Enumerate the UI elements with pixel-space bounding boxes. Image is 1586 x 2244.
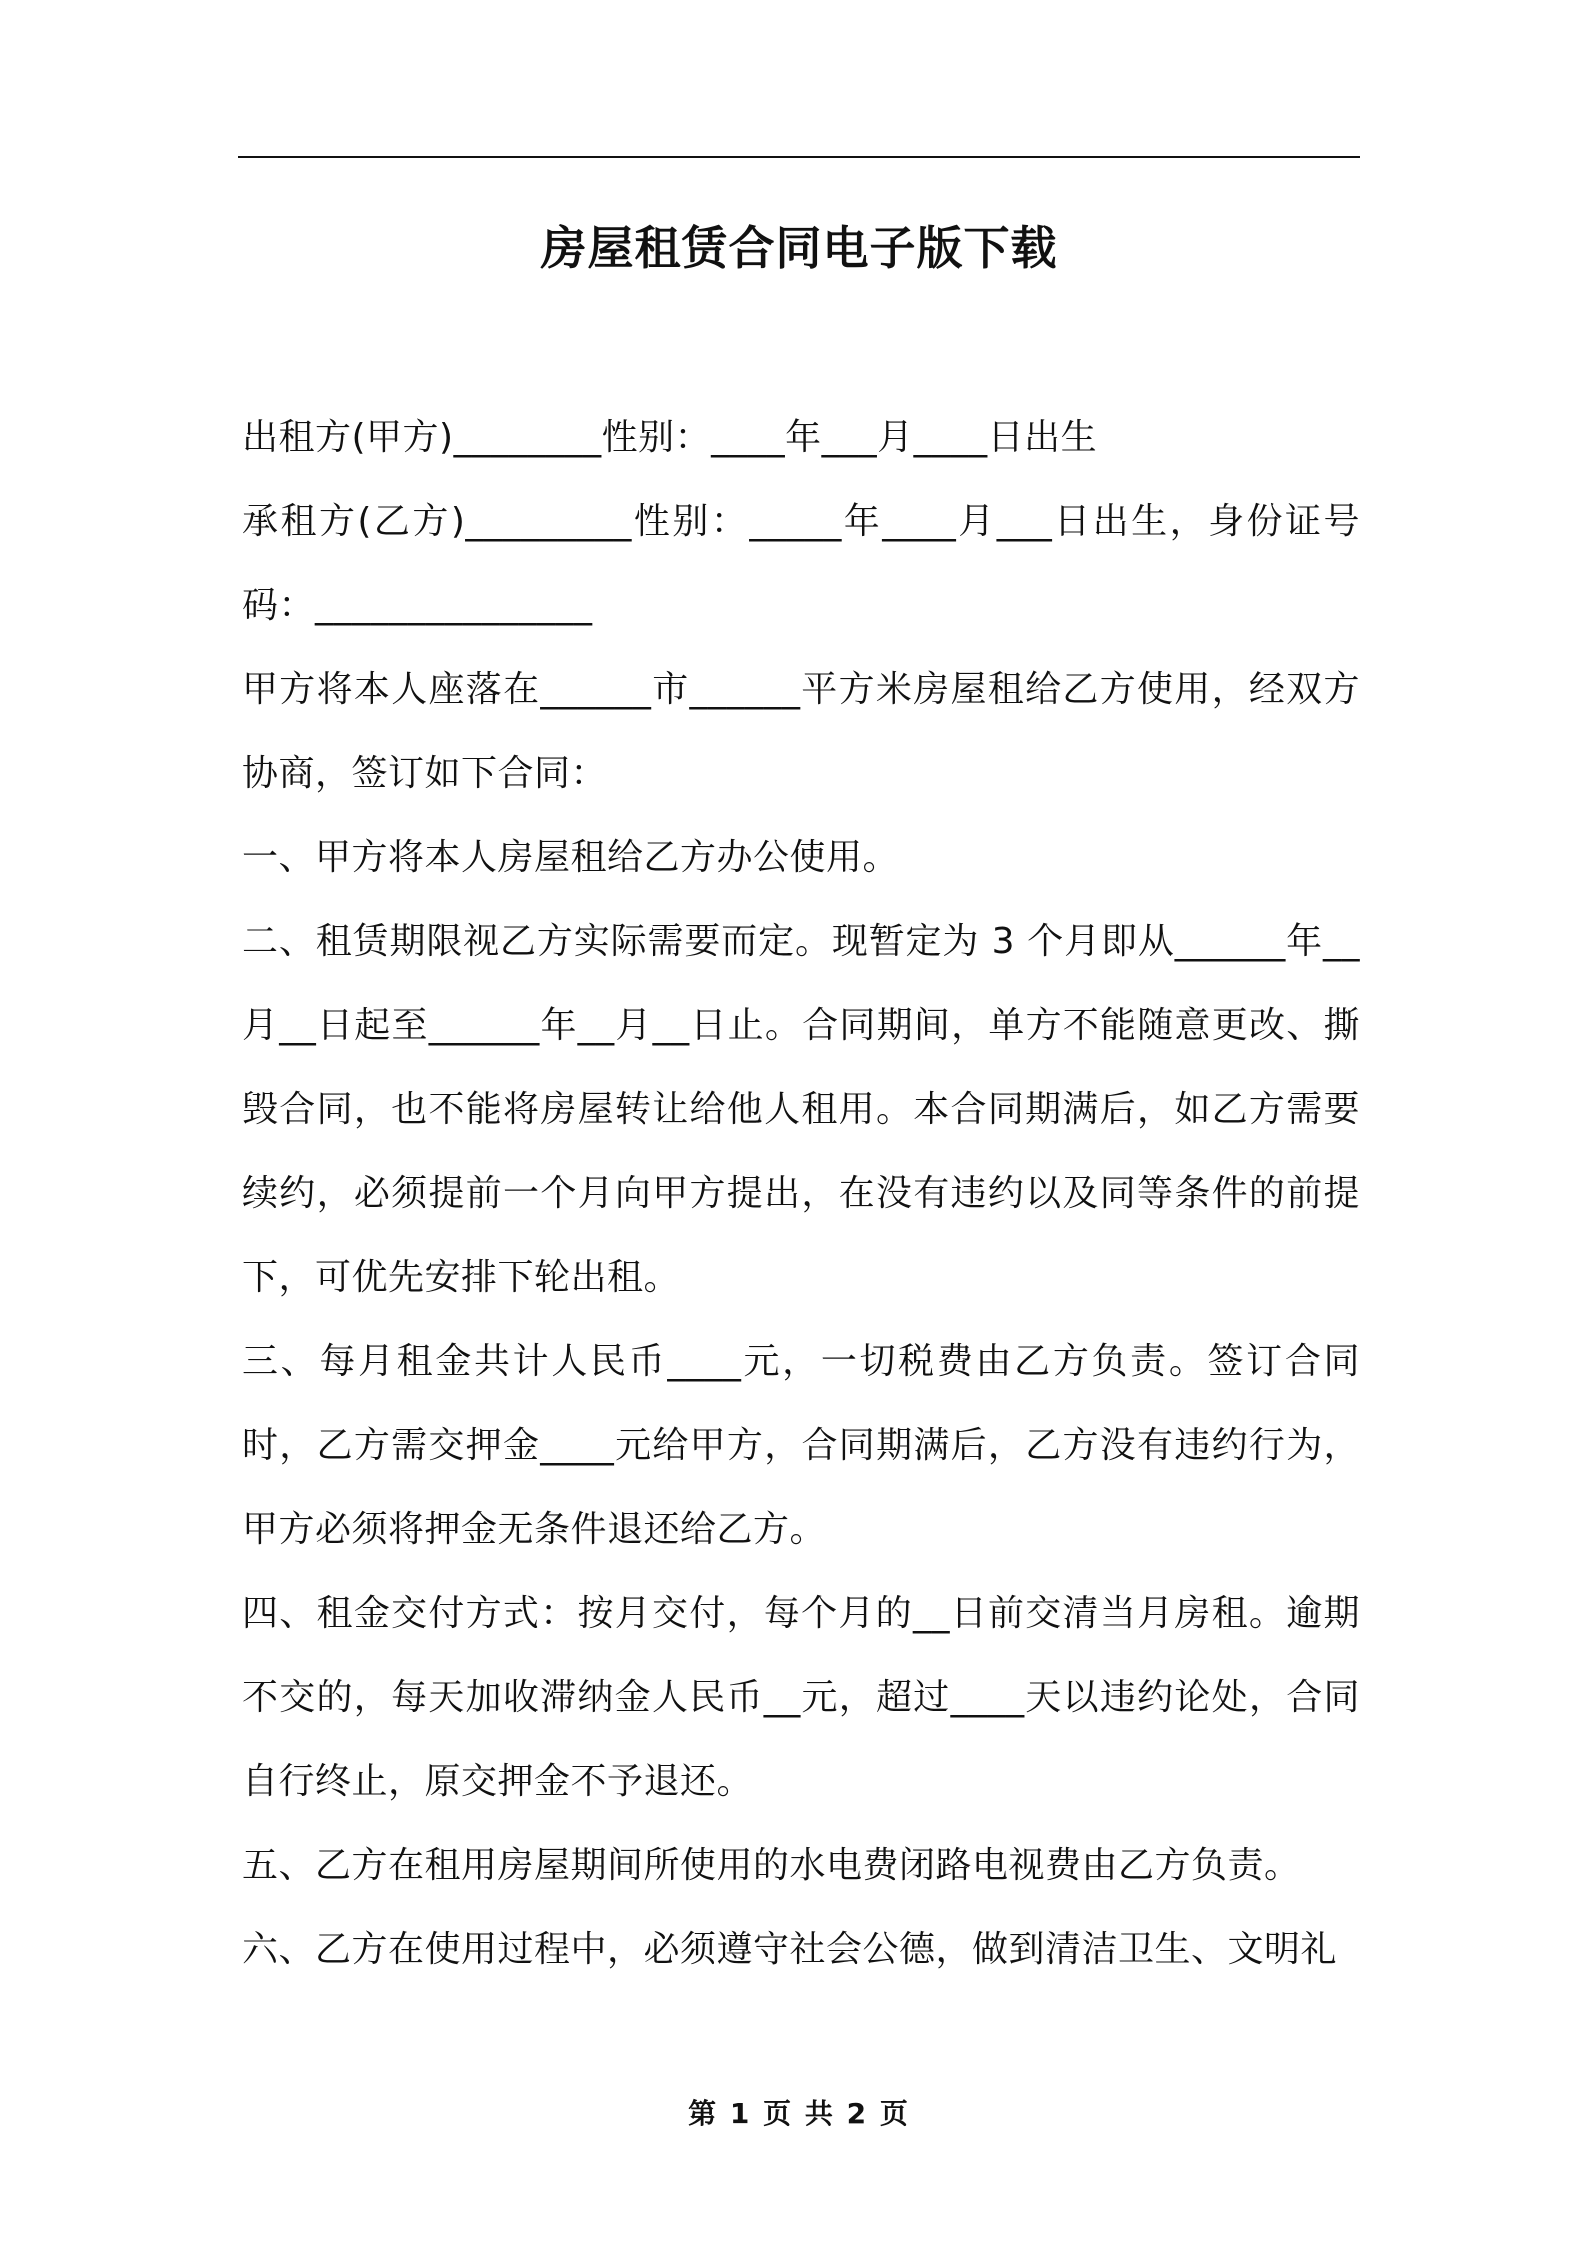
clause-2-paragraph: 二、租赁期限视乙方实际需要而定。现暂定为 3 个月即从______年__月__日起至______年__月__日止。合同期间，单方不能随意更改、撕毁合同，也不能将房屋转让给他人租用。本合同期满后，如乙方需要续约，必须提前一个月向甲方提出，在没有违约以及同等条件的前提下，可优先安排下轮出租。 xyxy=(242,921,1360,1298)
page-number: 第 1 页 共 2 页 xyxy=(688,2097,910,2130)
document-body xyxy=(242,396,1360,1992)
clause-4-paragraph: 四、租金交付方式：按月交付，每个月的__日前交清当月房租。逾期不交的，每天加收滞纳金人民币__元，超过____天以违约论处，合同自行终止，原交押金不予退还。 xyxy=(242,1593,1360,1802)
agreement-intro-paragraph: 甲方将本人座落在______市______平方米房屋租给乙方使用，经双方协商，签订如下合同： xyxy=(242,669,1360,794)
lessor-info-paragraph: 出租方(甲方)________性别：____年___月____日出生 xyxy=(242,417,1098,458)
header-divider xyxy=(238,156,1360,158)
clause-6-paragraph: 六、乙方在使用过程中，必须遵守社会公德，做到清洁卫生、文明礼 xyxy=(242,1929,1338,1970)
document-title: 房屋租赁合同电子版下载 xyxy=(540,221,1058,275)
clause-1-paragraph: 一、甲方将本人房屋租给乙方办公使用。 xyxy=(242,837,900,878)
clause-5-paragraph: 五、乙方在租用房屋期间所使用的水电费闭路电视费由乙方负责。 xyxy=(242,1845,1301,1886)
lessee-info-paragraph: 承租方(乙方)_________性别：_____年____月___日出生，身份证号码：_______________ xyxy=(242,501,1360,626)
clause-3-paragraph: 三、每月租金共计人民币____元，一切税费由乙方负责。签订合同时，乙方需交押金____元给甲方，合同期满后，乙方没有违约行为，甲方必须将押金无条件退还给乙方。 xyxy=(242,1341,1360,1550)
